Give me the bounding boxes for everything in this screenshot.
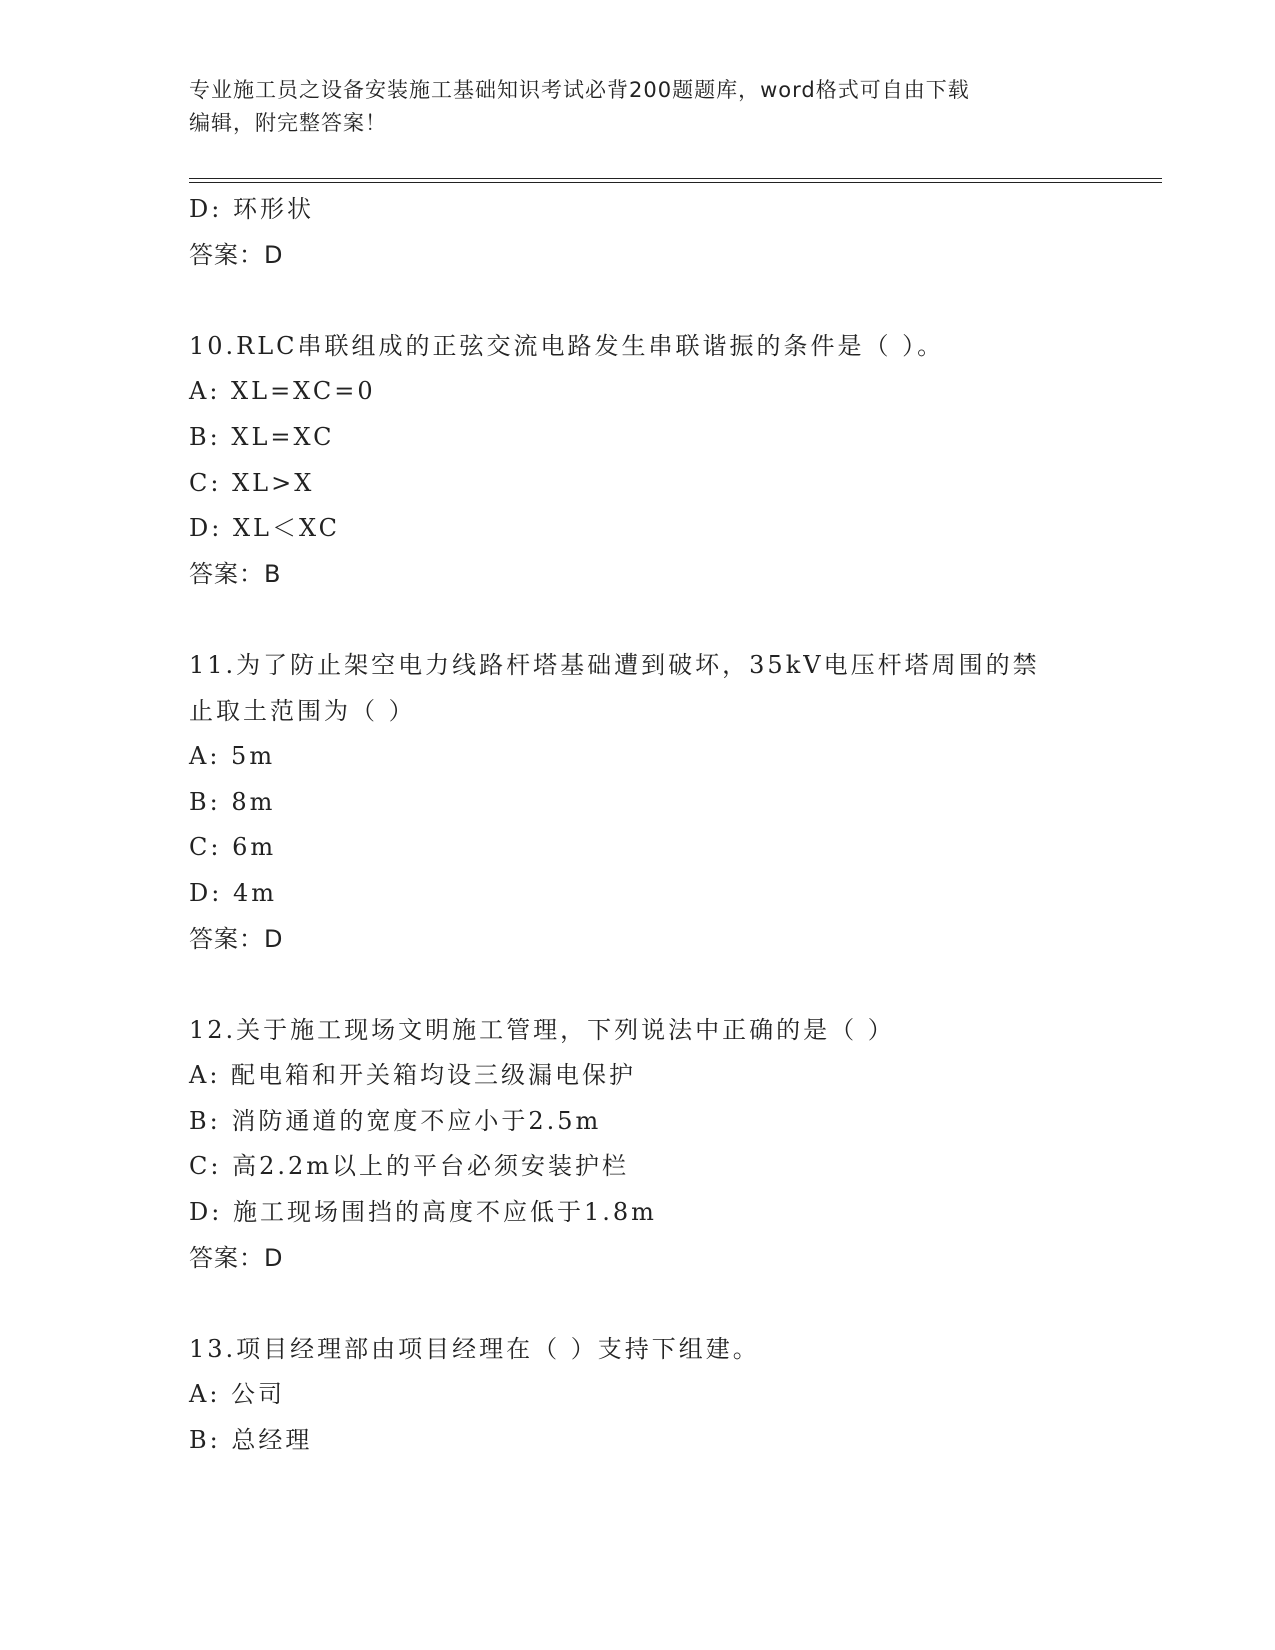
option-b: B: 总经理	[189, 1426, 313, 1455]
option-a: A: 配电箱和开关箱均设三级漏电保护	[189, 1061, 637, 1090]
question-list	[189, 187, 1119, 1464]
option-b: B: 消防通道的宽度不应小于2.5m	[189, 1106, 602, 1135]
option-b: B: XL=XC	[189, 422, 335, 451]
header-divider-bottom	[189, 182, 1162, 183]
option-d: D: XL＜XC	[189, 514, 341, 543]
question-13	[189, 1327, 1119, 1464]
previous-question-tail	[189, 187, 1119, 278]
question-10	[189, 324, 1119, 598]
question-text-line-1: 11.为了防止架空电力线路杆塔基础遭到破坏，35kV电压杆塔周围的禁	[189, 650, 1040, 679]
question-11	[189, 643, 1119, 962]
option-c: C: 6m	[189, 833, 277, 862]
option-d: D: 施工现场围挡的高度不应低于1.8m	[189, 1198, 657, 1227]
answer: 答案：D	[189, 1243, 284, 1272]
answer: 答案：D	[189, 924, 284, 953]
header-divider-top	[189, 178, 1162, 179]
option-a: A: 5m	[189, 742, 276, 771]
header-title-line-2: 编辑，附完整答案！	[189, 111, 387, 135]
answer: 答案：B	[189, 559, 282, 588]
spacer	[189, 597, 1119, 643]
question-12	[189, 1008, 1119, 1282]
option-b: B: 8m	[189, 787, 276, 816]
question-text: 10.RLC串联组成的正弦交流电路发生串联谐振的条件是（ ）。	[189, 331, 945, 360]
question-text: 12.关于施工现场文明施工管理，下列说法中正确的是（ ）	[189, 1015, 895, 1044]
option-d: D: 环形状	[189, 195, 314, 223]
option-c: C: XL>X	[189, 468, 315, 497]
option-a: A: 公司	[189, 1380, 286, 1409]
option-a: A: XL=XC=0	[189, 377, 376, 406]
spacer	[189, 1281, 1119, 1327]
question-text-line-2: 止取土范围为（ ）	[189, 696, 416, 725]
spacer	[189, 962, 1119, 1008]
spacer	[189, 278, 1119, 324]
question-text: 13.项目经理部由项目经理在（ ）支持下组建。	[189, 1334, 760, 1363]
answer: 答案：D	[189, 240, 284, 269]
option-c: C: 高2.2m以上的平台必须安装护栏	[189, 1152, 630, 1181]
header-title-line-1: 专业施工员之设备安装施工基础知识考试必背200题题库，word格式可自由下载	[189, 78, 970, 102]
option-d: D: 4m	[189, 878, 277, 907]
page-header	[189, 74, 1069, 140]
